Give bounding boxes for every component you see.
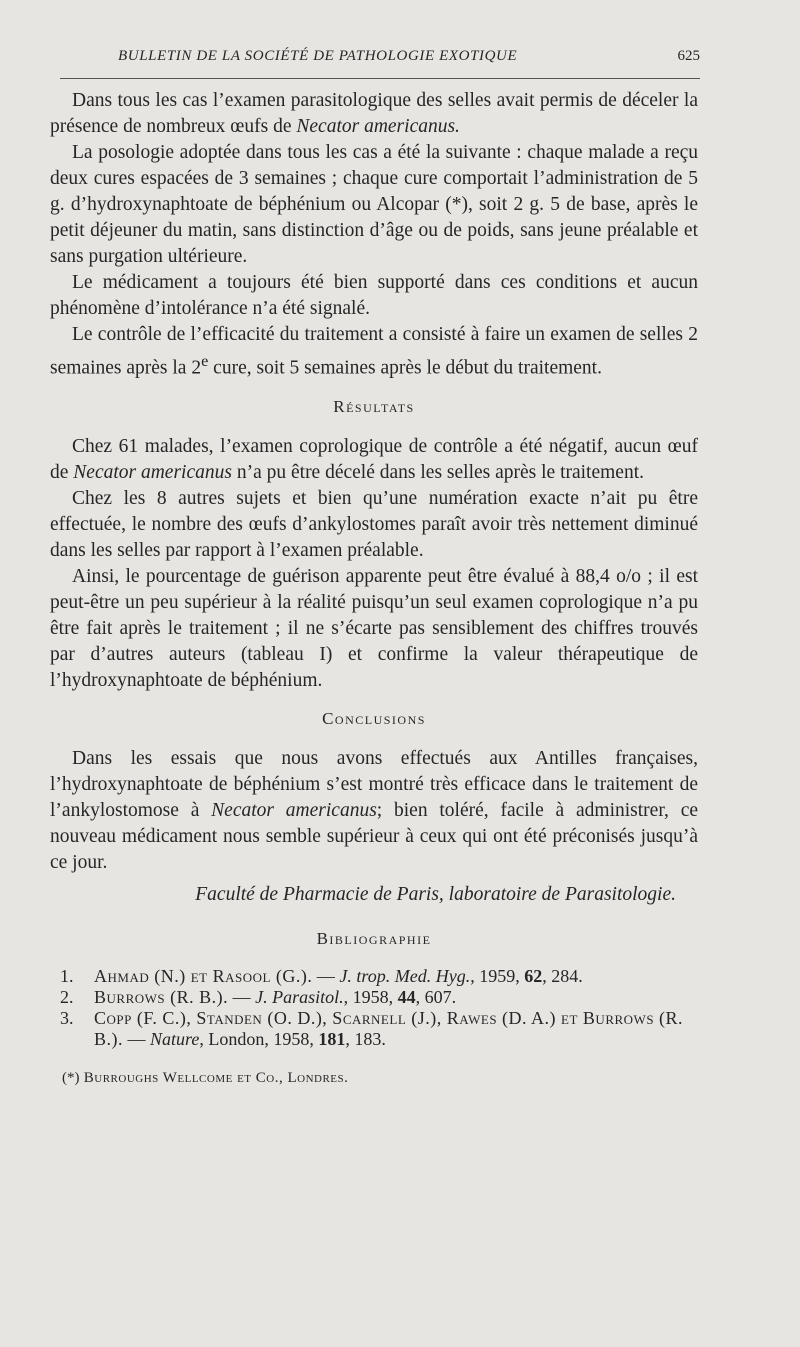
paragraph-conclusion: Dans les essais que nous avons effectués aux Antilles françaises, l’hydroxynaphtoate de béphénium s’est montré très efficace dans le traitement de l’ankylostomose à Necator americanus; bien toléré, facile à administrer, ce nouveau médicament nous semble supérieur à ceux qui ont été préconisés jusqu’à ce jour.	[50, 747, 699, 873]
reference-item: 2. Burrows (R. B.). — J. Parasitol., 1958, 44, 607.	[60, 986, 457, 1007]
reference-item: 3. Copp (F. C.), Standen (O. D.), Scarnell (J.), Rawes (D. A.) et Burrows (R. B.). — Nature, London, 1958, 181, 183.	[60, 1007, 684, 1049]
paragraph-results-percentage: Ainsi, le pourcentage de guérison apparente peut être évalué à 88,4 o/o ; il est peut-être un peu supérieur à la réalité puisqu’un seul examen coprologique n’a pu être fait après le traitement ; il ne s’écarte pas sensiblement des chiffres trouvés par d’autres auteurs (tableau I) et confirme la valeur thérapeutique de l’hydroxynaphtoate de béphénium.	[50, 565, 698, 691]
article-body	[50, 88, 698, 1088]
section-heading-resultats: Résultats	[333, 396, 415, 416]
reference-item: 1. Ahmad (N.) et Rasool (G.). — J. trop. Med. Hyg., 1959, 62, 284.	[60, 965, 583, 986]
running-header	[60, 48, 700, 78]
header-rule	[60, 78, 700, 79]
species-name: Necator americanus	[211, 799, 377, 821]
footnote-marker: (*)	[62, 1069, 80, 1086]
page-number: 625	[677, 48, 700, 64]
section-heading-conclusions: Conclusions	[322, 708, 426, 728]
paragraph-results-negative: Chez 61 malades, l’examen coprologique de contrôle a été négatif, aucun œuf de Necator americanus n’a pu être décelé dans les selles après le traitement.	[50, 435, 698, 483]
paragraph-control: Le contrôle de l’efficacité du traitement a consisté à faire un examen de selles 2 semaines après la 2e cure, soit 5 semaines après le début du traitement.	[50, 324, 698, 379]
affiliation: Faculté de Pharmacie de Paris, laboratoire de Parasitologie.	[195, 883, 676, 905]
paragraph-posology: La posologie adoptée dans tous les cas a été la suivante : chaque malade a reçu deux cures espacées de 3 semaines ; chaque cure comportait l’administration de 5 g. d’hydroxynaphtoate de béphénium ou Alcopar (*), soit 2 g. 5 de base, après le petit déjeuner du matin, sans distinction d’âge ou de poids, sans jeune préalable et sans purgation ultérieure.	[50, 142, 698, 267]
footnote	[50, 1068, 698, 1088]
running-title: BULLETIN DE LA SOCIÉTÉ DE PATHOLOGIE EXOTIQUE	[118, 48, 518, 64]
footnote-text: Burroughs Wellcome et Co., Londres.	[79, 1069, 349, 1086]
species-name: Necator americanus	[73, 461, 232, 483]
paragraph-parasitology: Dans tous les cas l’examen parasitologique des selles avait permis de déceler la présence de nombreux œufs de Necator americanus.	[50, 90, 698, 137]
paragraph-tolerance: Le médicament a toujours été bien supporté dans ces conditions et aucun phénomène d’intolérance n’a été signalé.	[50, 272, 698, 319]
paragraph-results-other: Chez les 8 autres sujets et bien qu’une numération exacte n’ait pu être effectuée, le nombre des œufs d’ankylostomes paraît avoir très nettement diminué dans les selles par rapport à l’examen préalable.	[50, 487, 698, 561]
species-name: Necator americanus.	[296, 116, 460, 137]
section-heading-bibliographie: Bibliographie	[316, 928, 432, 948]
reference-list	[50, 966, 698, 1050]
